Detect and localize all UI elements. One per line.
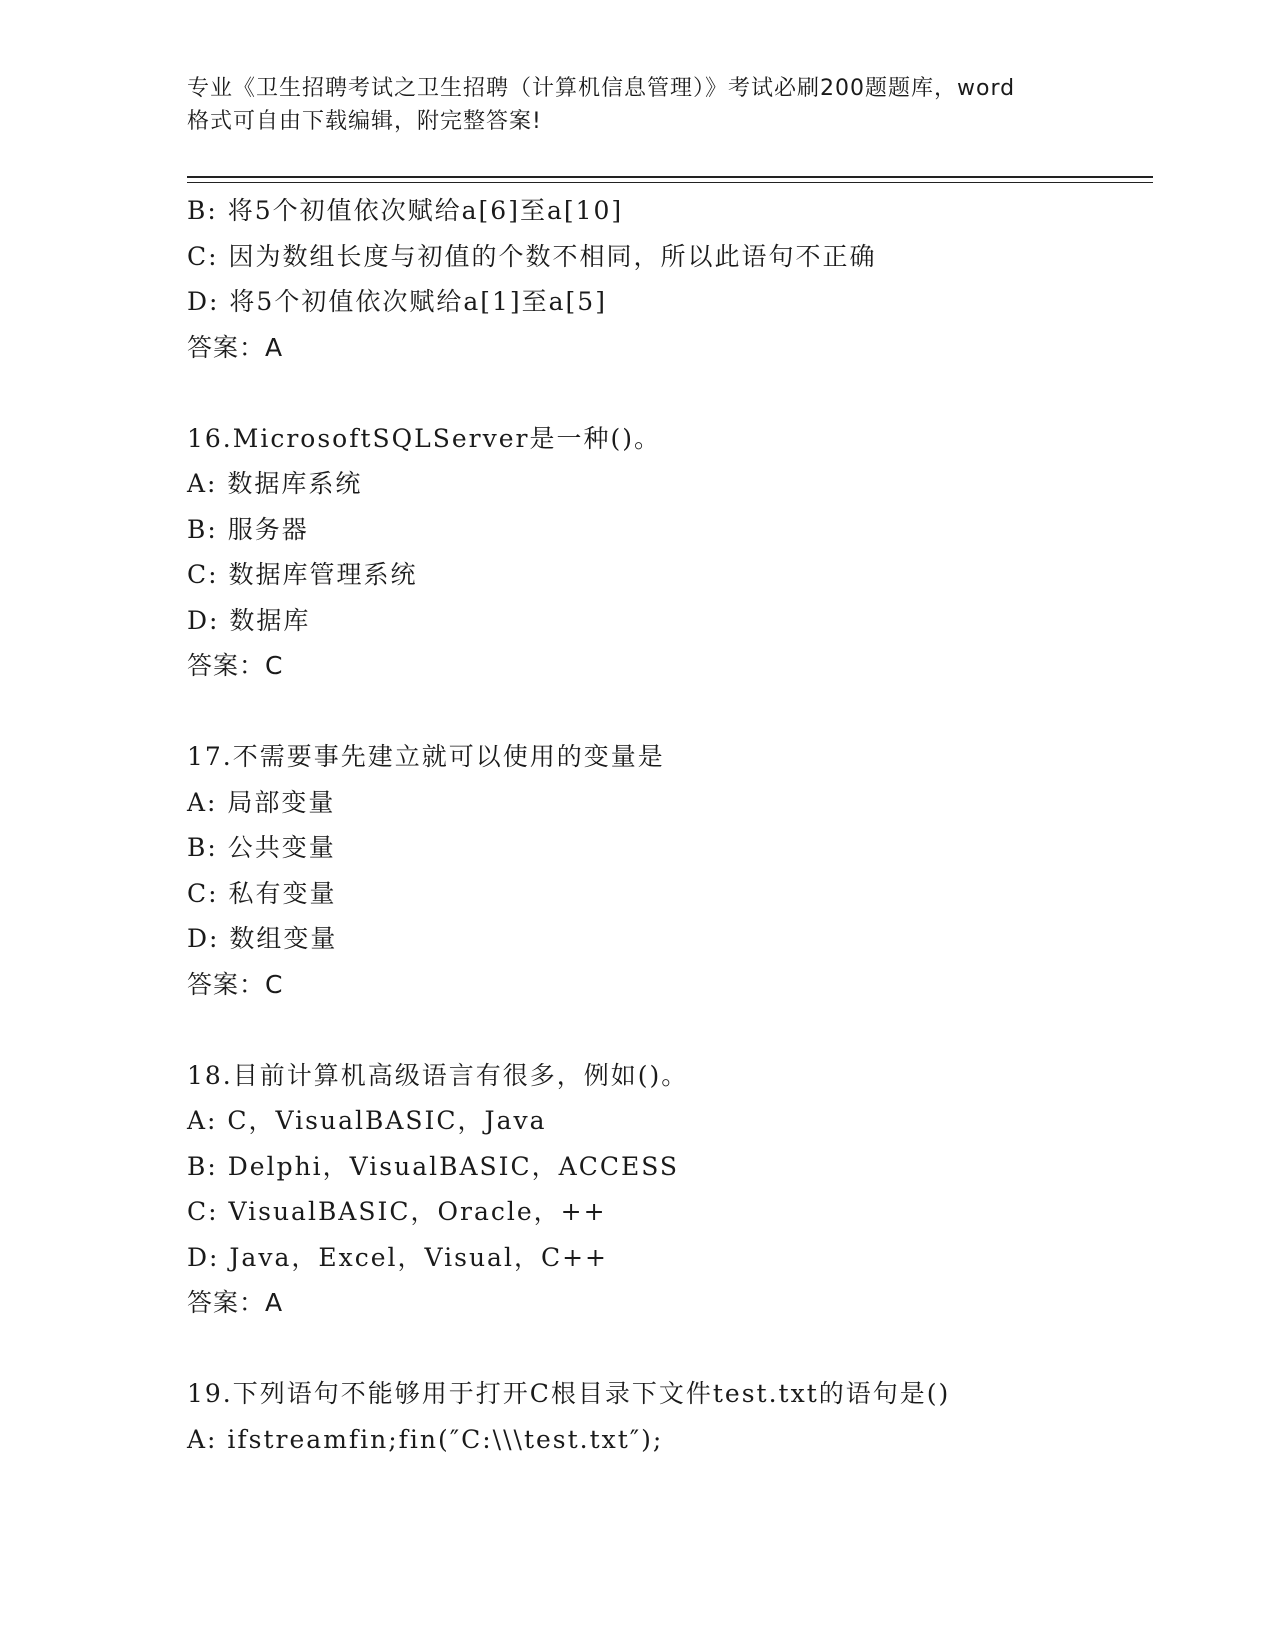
header-divider-thin	[187, 182, 1153, 183]
spacer	[187, 1326, 1153, 1372]
option-b: B: Delphi，VisualBASIC，ACCESS	[187, 1151, 680, 1181]
option-d: D: 数组变量	[187, 924, 338, 953]
spacer	[187, 1007, 1153, 1053]
spacer	[187, 370, 1153, 416]
option-c: C: 数据库管理系统	[187, 560, 418, 589]
option-d: D: Java，Excel，Visual，C++	[187, 1242, 608, 1272]
question-text: 18.目前计算机高级语言有很多，例如()。	[187, 1060, 689, 1090]
question-text: 17.不需要事先建立就可以使用的变量是	[187, 742, 665, 771]
option-c: C: VisualBASIC，Oracle，++	[187, 1197, 607, 1226]
option-a: A: 局部变量	[187, 787, 336, 817]
question-15	[187, 188, 1153, 370]
spacer	[187, 689, 1153, 735]
answer: 答案：C	[187, 651, 284, 680]
option-d: D: 将5个初值依次赋给a[1]至a[5]	[187, 287, 607, 316]
option-a: A: ifstreamfin;fin(″C:\\\test.txt″);	[187, 1424, 664, 1454]
option-a: A: 数据库系统	[187, 469, 363, 498]
question-18	[187, 1053, 1153, 1326]
header-line-2: 格式可自由下载编辑，附完整答案!	[187, 109, 542, 134]
option-a: A: C，VisualBASIC，Java	[187, 1106, 547, 1135]
option-c: C: 因为数组长度与初值的个数不相同，所以此语句不正确	[187, 241, 877, 271]
question-text: 19.下列语句不能够用于打开C根目录下文件test.txt的语句是()	[187, 1379, 951, 1408]
question-17	[187, 734, 1153, 1007]
option-b: B: 服务器	[187, 514, 309, 544]
header-line-1: 专业《卫生招聘考试之卫生招聘（计算机信息管理）》考试必刷200题题库，word	[187, 76, 1016, 101]
answer: 答案：A	[187, 332, 284, 362]
option-b: B: 将5个初值依次赋给a[6]至a[10]	[187, 196, 624, 225]
header-divider-thick	[187, 176, 1153, 178]
document-header	[187, 72, 1087, 138]
question-list	[187, 188, 1153, 1462]
question-text: 16.MicrosoftSQLServer是一种()。	[187, 423, 662, 453]
answer: 答案：C	[187, 969, 284, 999]
option-d: D: 数据库	[187, 605, 311, 635]
question-19	[187, 1371, 1153, 1462]
answer: 答案：A	[187, 1288, 284, 1317]
question-16	[187, 416, 1153, 689]
option-b: B: 公共变量	[187, 833, 336, 862]
option-c: C: 私有变量	[187, 878, 337, 908]
